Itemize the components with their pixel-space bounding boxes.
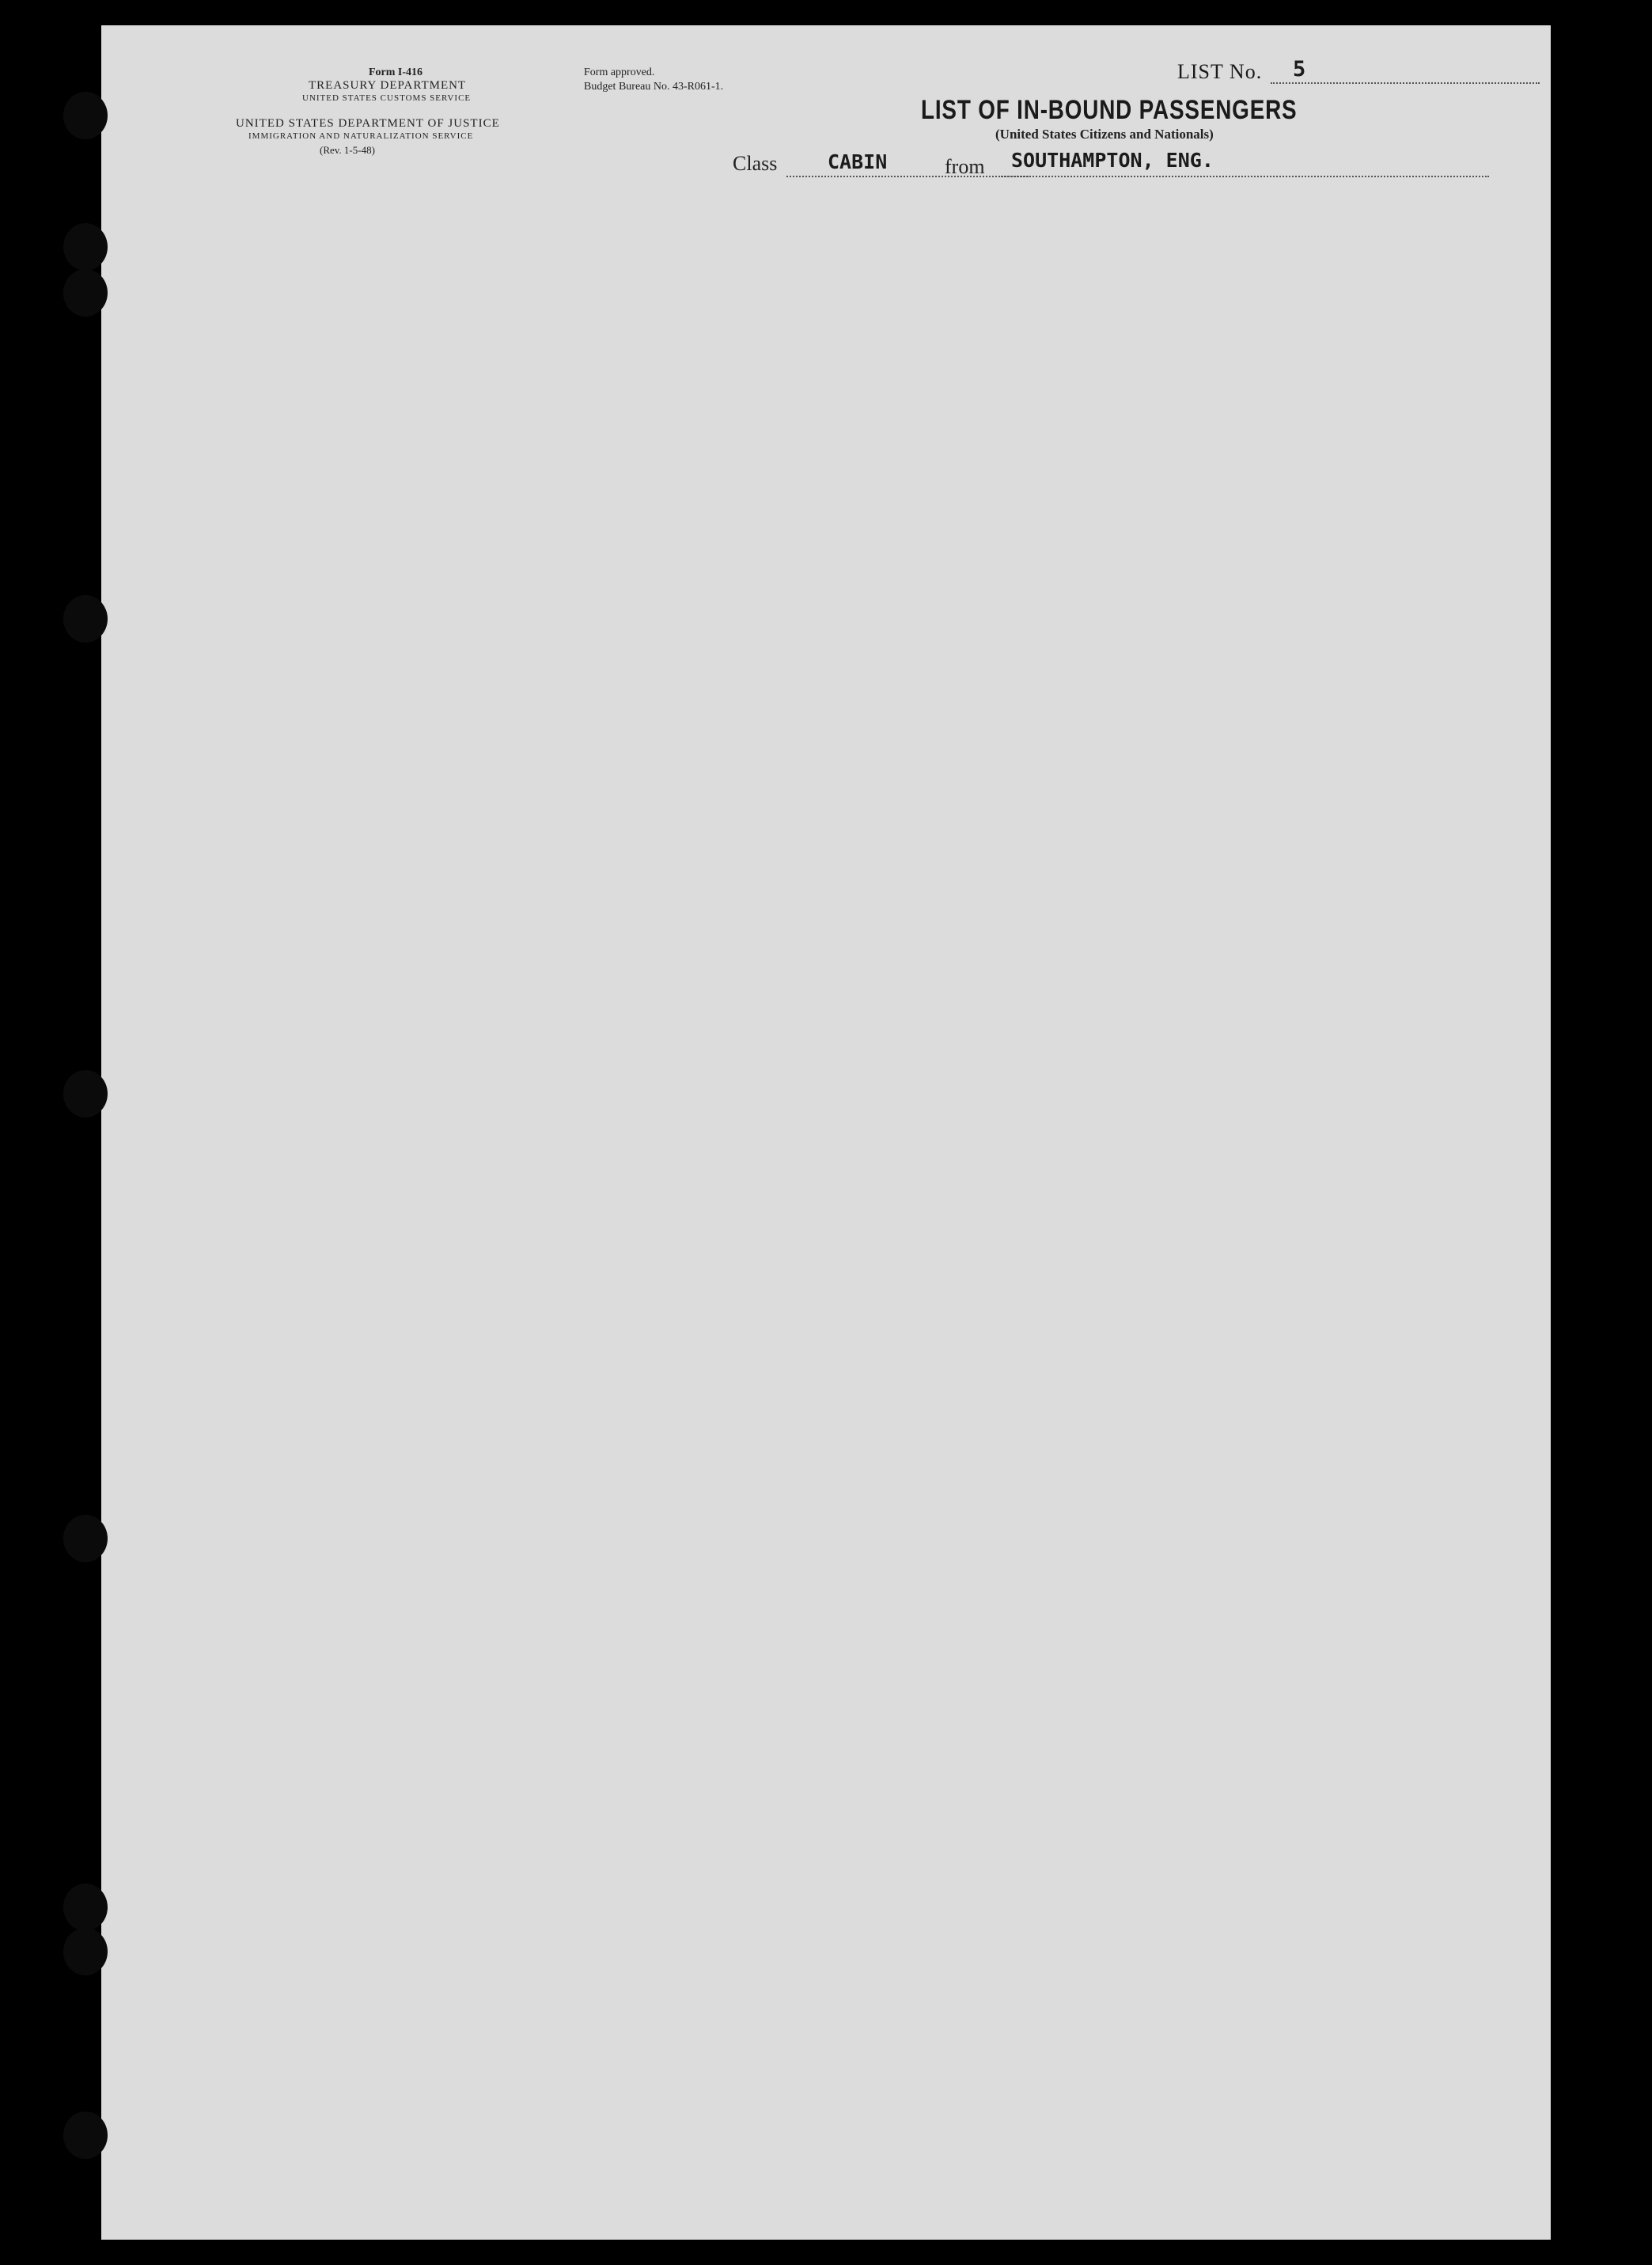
binder-hole	[63, 1515, 108, 1562]
justice-dept: UNITED STATES DEPARTMENT OF JUSTICE	[236, 117, 500, 130]
page-title: LIST OF IN-BOUND PASSENGERS	[921, 95, 1298, 125]
manifest-page	[101, 25, 1551, 2240]
treasury-dept: TREASURY DEPARTMENT	[309, 79, 467, 92]
class-value: CABIN	[828, 150, 888, 173]
ins-service: IMMIGRATION AND NATURALIZATION SERVICE	[248, 131, 474, 141]
binder-hole	[63, 92, 108, 139]
page-subtitle: (United States Citizens and Nationals)	[995, 127, 1214, 142]
from-label: from	[945, 155, 985, 178]
list-number: 5	[1293, 57, 1306, 82]
list-label: LIST No.	[1177, 60, 1263, 83]
form-approved: Form approved.	[584, 66, 655, 78]
revision: (Rev. 1-5-48)	[320, 144, 375, 156]
binder-hole	[63, 223, 108, 271]
class-label: Class	[733, 152, 778, 175]
binder-hole	[63, 1884, 108, 1931]
binder-hole	[63, 595, 108, 643]
binder-hole	[63, 1928, 108, 1975]
embarkation-port: SOUTHAMPTON, ENG.	[1011, 149, 1214, 172]
form-number: Form I-416	[369, 66, 423, 78]
binder-hole	[63, 269, 108, 317]
binder-hole	[63, 2111, 108, 2159]
customs-service: UNITED STATES CUSTOMS SERVICE	[302, 93, 472, 103]
binder-hole	[63, 1070, 108, 1117]
budget-bureau: Budget Bureau No. 43-R061-1.	[584, 81, 724, 93]
